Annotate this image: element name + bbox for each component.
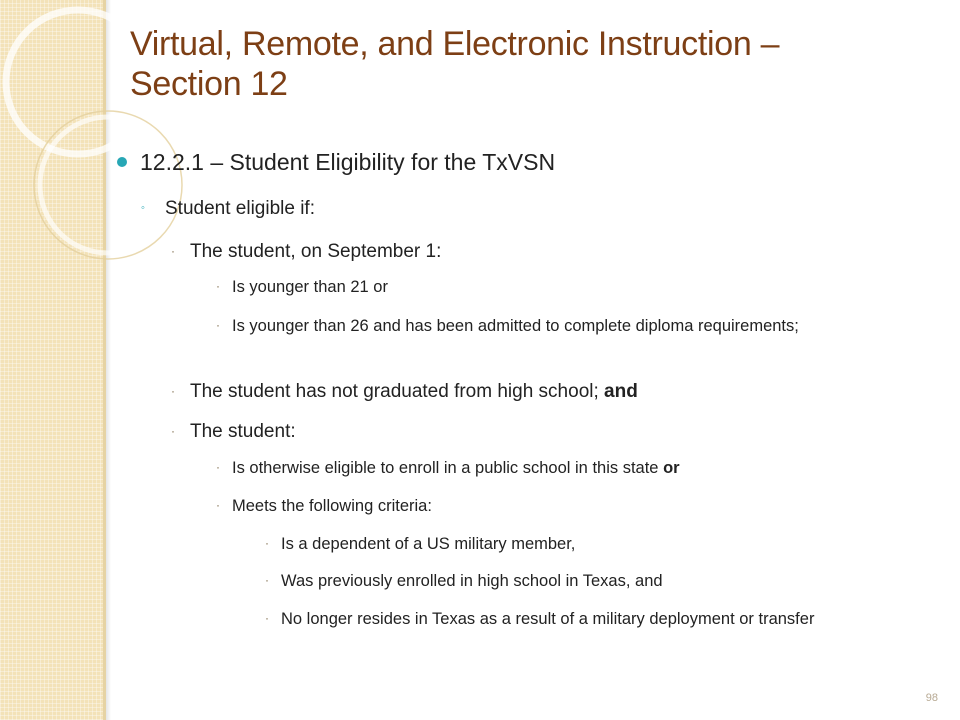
bullet-meets-criteria (216, 495, 432, 517)
bullet-no-longer-resides (265, 608, 921, 630)
slide-title-line-2: Section 12 (130, 65, 288, 103)
bullet-small-dot-icon: · (265, 573, 269, 587)
decorative-ring-small (40, 117, 176, 253)
bullet-small-dot-icon: · (216, 279, 220, 293)
eligible-text: Student eligible if: (165, 198, 315, 219)
no-longer-resides-text: No longer resides in Texas as a result of a military deployment or transfer (281, 610, 815, 628)
bullet-small-dot-icon: · (216, 498, 220, 512)
bullet-small-dot-icon: · (171, 384, 175, 398)
bullet-previously-enrolled (265, 570, 663, 592)
the-student-text: The student: (190, 421, 296, 442)
bullet-age-under-21 (216, 276, 388, 298)
bullet-dot-icon (117, 157, 127, 167)
previously-enrolled-text: Was previously enrolled in high school in Texas, and (281, 572, 663, 590)
bullet-eligible (141, 197, 315, 221)
not-graduated-text: The student has not graduated from high school; (190, 381, 599, 402)
slide-title-line-1: Virtual, Remote, and Electronic Instruction – (130, 25, 780, 63)
bullet-military-dependent (265, 533, 576, 555)
bullet-heading (140, 148, 555, 176)
not-graduated-conjunction: and (604, 381, 638, 402)
not-graduated-line (190, 380, 638, 404)
meets-criteria-text: Meets the following criteria: (232, 497, 432, 515)
bullet-age-under-26 (216, 315, 872, 337)
slide-title (130, 24, 930, 104)
ring-bullet-icon: ◦ (141, 202, 145, 214)
bullet-not-graduated (171, 380, 638, 404)
otherwise-eligible-line (232, 457, 680, 479)
otherwise-eligible-text: Is otherwise eligible to enroll in a public school in this state (232, 459, 659, 477)
bullet-small-dot-icon: · (216, 460, 220, 474)
bullet-small-dot-icon: · (171, 424, 175, 438)
bullet-small-dot-icon: · (265, 536, 269, 550)
age-under-21-text: Is younger than 21 or (232, 278, 388, 296)
decorative-ring-large (6, 10, 150, 154)
bullet-otherwise-eligible (216, 457, 680, 479)
bullet-criterion-date (171, 240, 442, 264)
bullet-small-dot-icon: · (265, 611, 269, 625)
military-dependent-text: Is a dependent of a US military member, (281, 535, 576, 553)
bullet-the-student (171, 420, 296, 444)
heading-text: 12.2.1 – Student Eligibility for the TxVSN (140, 149, 556, 175)
bullet-small-dot-icon: · (216, 318, 220, 332)
criterion-date-text: The student, on September 1: (190, 241, 442, 262)
otherwise-eligible-conjunction: or (663, 459, 680, 477)
bullet-small-dot-icon: · (171, 244, 175, 258)
age-under-26-text: Is younger than 26 and has been admitted to complete diploma requirements; (232, 317, 799, 335)
page-number: 98 (925, 692, 938, 704)
decorative-ring-outline (34, 111, 182, 259)
